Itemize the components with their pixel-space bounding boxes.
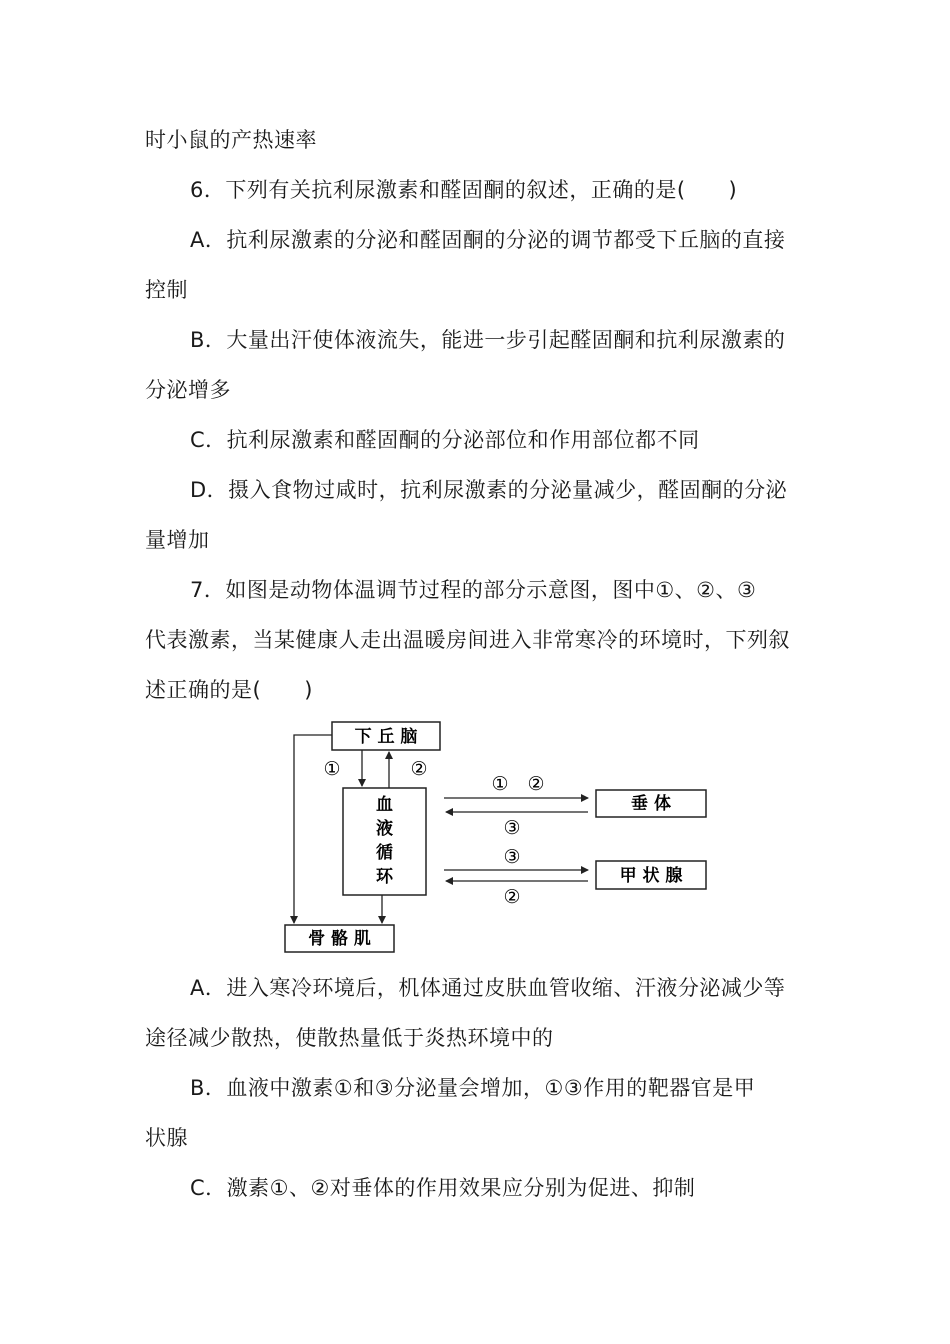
- option-6b-cont: 分泌增多: [145, 378, 231, 402]
- option-6a: A．抗利尿激素的分泌和醛固酮的分泌的调节都受下丘脑的直接: [190, 228, 786, 252]
- to-thyroid-label: ③: [503, 846, 521, 868]
- option-7c: C．激素①、②对垂体的作用效果应分别为促进、抑制: [190, 1176, 696, 1200]
- option-7a: A．进入寒冷环境后，机体通过皮肤血管收缩、汗液分泌减少等: [190, 976, 786, 1000]
- option-6b: B．大量出汗使体液流失，能进一步引起醛固酮和抗利尿激素的: [190, 328, 786, 352]
- hormone-2-label: ②: [410, 758, 428, 780]
- thyroid-box: [596, 861, 706, 889]
- option-6c: C．抗利尿激素和醛固酮的分泌部位和作用部位都不同: [190, 428, 700, 452]
- blood-char: 液: [376, 819, 393, 839]
- pituitary-box: [596, 790, 706, 817]
- option-7a-cont: 途径减少散热，使散热量低于炎热环境中的: [145, 1026, 554, 1050]
- option-6d: D．摄入食物过咸时，抗利尿激素的分泌量减少，醛固酮的分泌: [190, 478, 788, 502]
- hypothalamus-label: 下 丘 脑: [354, 727, 418, 747]
- blood-char: 循: [376, 843, 393, 863]
- option-6a-cont: 控制: [145, 278, 188, 302]
- pituitary-label: 垂 体: [631, 794, 671, 814]
- question-6-stem: 6．下列有关抗利尿激素和醛固酮的叙述，正确的是( ): [190, 178, 738, 202]
- thermoregulation-diagram: [282, 718, 722, 958]
- to-pituitary-labels: ① ②: [491, 773, 545, 795]
- blood-circulation-box: [343, 788, 426, 895]
- skeletal-muscle-box: [285, 925, 394, 952]
- blood-char: 环: [376, 867, 393, 887]
- from-pituitary-label: ③: [503, 817, 521, 839]
- hypothalamus-box: [332, 722, 440, 750]
- option-6d-cont: 量增加: [145, 528, 210, 552]
- text-line: 时小鼠的产热速率: [145, 128, 317, 152]
- question-7-stem-cont: 代表激素，当某健康人走出温暖房间进入非常寒冷的环境时，下列叙: [145, 628, 790, 652]
- from-thyroid-label: ②: [503, 886, 521, 908]
- blood-char: 血: [376, 795, 393, 815]
- thyroid-label: 甲 状 腺: [619, 866, 683, 886]
- question-7-stem-cont: 述正确的是( ): [145, 678, 313, 702]
- option-7b: B．血液中激素①和③分泌量会增加，①③作用的靶器官是甲: [190, 1076, 756, 1100]
- hormone-1-label: ①: [323, 758, 341, 780]
- option-7b-cont: 状腺: [145, 1126, 188, 1150]
- question-7-stem: 7．如图是动物体温调节过程的部分示意图，图中①、②、③: [190, 578, 757, 602]
- skeletal-muscle-label: 骨 骼 肌: [308, 929, 371, 949]
